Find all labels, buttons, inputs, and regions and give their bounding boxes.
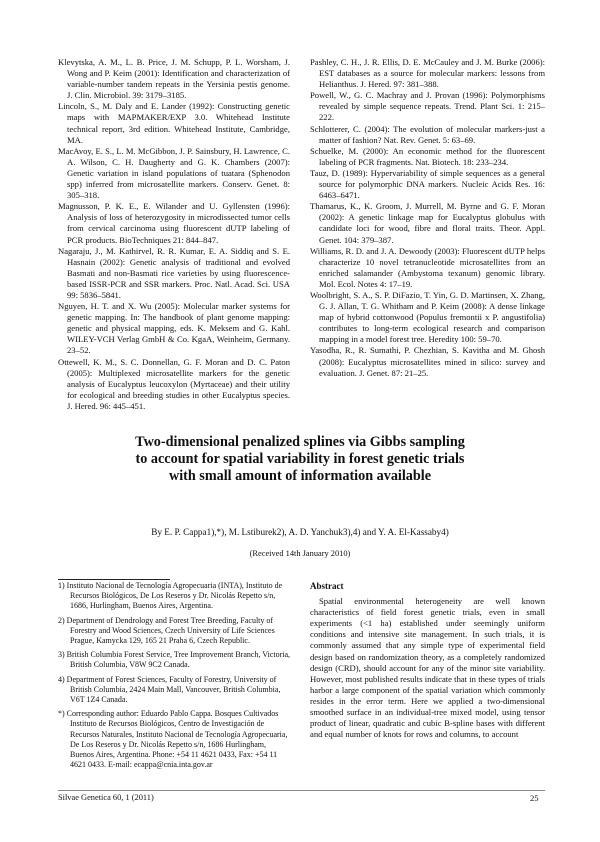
journal-footer: Silvae Genetica 60, 1 (2011) xyxy=(58,793,154,802)
reference-entry: Magnusson, P. K. E., E. Wilander and U. Gyllensten (1996): Analysis of loss of heterozygosity in microdissected tumor cells from cervical carcinoma using fluorescent dUTP labeling of PCR products. BioTechniques 21: 844–847. xyxy=(58,201,290,245)
page-number: 25 xyxy=(530,793,539,803)
reference-entry: Woolbright, S. A., S. P. DiFazio, T. Yin, G. D. Martinsen, X. Zhang, G. J. Allan, T. G. Whitham and P. Keim (2008): A dense linkage map of hybrid cottonwood (Populus fremontii x P. angustifolia) contributes to long-term ecological research and comparison mapping in a model forest tree. Heredity 100: 59–70. xyxy=(310,289,545,345)
affiliation-footnotes xyxy=(58,581,290,774)
author-list: By E. P. Cappa1),*), M. Lstiburek2), A. D. Yanchuk3),4) and Y. A. El-Kassaby4) xyxy=(151,527,449,537)
article-title xyxy=(60,434,540,485)
abstract-section xyxy=(310,581,545,740)
footnote-divider xyxy=(58,579,170,580)
reference-entry: Thamarus, K., K. Groom, J. Murrell, M. Byrne and G. F. Moran (2002): A genetic linkage map for Eucalyptus globulus with candidate loci for wood, fibre and floral traits. Theor. Appl. Genet. 104: 379–387. xyxy=(310,201,545,245)
reference-entry: Tauz, D. (1989): Hypervariability of simple sequences as a general source for polymorphic DNA markers. Nucleic Acids Res. 16: 6463–6471. xyxy=(310,167,545,201)
title-line: Two-dimensional penalized splines via Gibbs sampling xyxy=(135,434,465,450)
reference-entry: Klevytska, A. M., L. B. Price, J. M. Schupp, P. L. Worsham, J. Wong and P. Keim (2001): Identification and characterization of variable-number tandem repeats in the Yersinia pestis genome. J. Clin. Microbiol. 39: 3179–3185. xyxy=(58,57,290,101)
footnote: 1) Instituto Nacional de Tecnología Agropecuaria (INTA), Instituto de Recursos Biológicos, De Los Reseros y Dr. Nicolás Repetto s/n, 1686, Hurlingham, Buenos Aires, Argentina. xyxy=(58,581,283,611)
references-right-column xyxy=(310,57,545,379)
abstract-heading: Abstract xyxy=(310,581,344,591)
title-line: with small amount of information available xyxy=(168,468,432,484)
title-line: to account for spatial variability in forest genetic trials xyxy=(135,451,465,467)
received-date: (Received 14th January 2010) xyxy=(249,549,351,558)
footnote: 3) British Columbia Forest Service, Tree Improvement Branch, Victoria, British Columbia, V8W 9C2 Canada. xyxy=(58,650,290,670)
footnote: 4) Department of Forest Sciences, Faculty of Forestry, University of British Columbia, 2424 Main Mall, Vancouver, British Columbia, V6T 1Z4 Canada. xyxy=(58,674,281,705)
reference-entry: Nguyen, H. T. and X. Wu (2005): Molecular marker systems for genetic mapping. In: The handbook of plant genome mapping: genetic and physical mapping, eds. K. Meksem and G. Kahl. WILEY-VCH Verlag GmbH & Co. KgaA, Weinheim, Germany. 23–52. xyxy=(58,301,290,356)
footer-divider xyxy=(58,790,545,791)
reference-entry: Powell, W., G. C. Machray and J. Provan (1996): Polymorphisms revealed by simple sequence repeats. Trend. Plant Sci. 1: 215–222. xyxy=(310,90,545,123)
reference-entry: Williams, R. D. and J. A. Dewoody (2003): Fluorescent dUTP helps characterize 10 novel tetranucleotide microsatellites from an enriched salamander (Ambystoma texanum) genomic library. Mol. Ecol. Notes 4: 17–19. xyxy=(310,245,545,289)
references-left-column xyxy=(58,57,290,412)
reference-entry: Yasodha, R., R. Sumathi, P. Chezhian, S. Kavitha and M. Ghosh (2008): Eucalyptus microsatellites mined in silico: survey and evaluation. J. Genet. 87: 21–25. xyxy=(310,345,545,378)
reference-entry: Schuelke, M. (2000): An economic method for the fluorescent labeling of PCR fragments. Nat. Biotech. 18: 233–234. xyxy=(310,145,545,167)
footnote: *) Corresponding author: Eduardo Pablo Cappa. Bosques Cultivados Instituto de Recursos Biológicos, Centro de Investigación de Recursos Naturales, Instituto Nacional de Tecnología Agropecuaria, De Los Reseros y Dr. Nicolás Repetto s/n, 1686 Hurlingham, Buenos Aires, Argentina. Phone: +54 11 4621 0433, Fax: +54 11 4621 0433. E-mail: ecappa@cnia.inta.gov.ar xyxy=(58,709,288,770)
reference-entry: Nagaraju, J., M. Kathirvel, R. R. Kumar, E. A. Siddiq and S. E. Hasnain (2002): Genetic analysis of traditional and evolved Basmati and non-Basmati rice varieties by using fluorescence-based ISSR-PCR and SSR markers. Proc. Natl. Acad. Sci. USA 99: 5836–5841. xyxy=(58,245,290,300)
abstract-text: Spatial environmental heterogeneity are well known characteristics of field forest genetic trials, even in small experiments (<1 ha) established under seemingly uniform conditions and intensive site management. In such trials, it is commonly assumed that any simple type of experimental field design based on randomization theory, as a completely randomized design (CRD), should account for any of the minor site variability. However, most published results indicate that in these types of trials harbor a large component of the spatial variation which commonly resides in the error term. Here we applied a two-dimensional smoothed surface in an individual-tree mixed model, using tensor product of linear, quadratic and cubic B-spline bases with different and equal number of knots for rows and columns, to account xyxy=(310,596,545,740)
reference-entry: Schlotterer, C. (2004): The evolution of molecular markers-just a matter of fashion? Nat. Rev. Genet. 5: 63–69. xyxy=(310,123,545,145)
reference-entry: MacAvoy, E. S., L. M. McGibbon, J. P. Sainsbury, H. Lawrence, C. A. Wilson, C. H. Daugherty and G. K. Chambers (2007): Genetic variation in island populations of tuatara (Sphenodon spp) inferred from microsatellite markers. Conserv. Genet. 8: 305–318. xyxy=(58,145,290,201)
reference-entry: Lincoln, S., M. Daly and E. Lander (1992): Constructing genetic maps with MAPMAKER/EXP 3.0. Whitehead Institute technical report, 3rd edition. Whitehead Institute, Cambridge, MA. xyxy=(58,101,290,145)
reference-entry: Pashley, C. H., J. R. Ellis, D. E. McCauley and J. M. Burke (2006): EST databases as a source for molecular markers: lessons from Helianthus. J. Hered. 97: 381–388. xyxy=(310,57,545,90)
footnote: 2) Department of Dendrology and Forest Tree Breeding, Faculty of Forestry and Wood Sciences, Czech University of Life Sciences Prague, Kamycka 129, 165 21 Praha 6, Czech Republic. xyxy=(58,615,275,646)
reference-entry: Ottewell, K. M., S. C. Donnellan, G. F. Moran and D. C. Paton (2005): Multiplexed microsatellite markers for the genetic analysis of Eucalyptus leucoxylon (Myrtaceae) and their utility for ecological and breeding studies in other Eucalyptus species. J. Hered. 96: 445–451. xyxy=(58,356,290,411)
